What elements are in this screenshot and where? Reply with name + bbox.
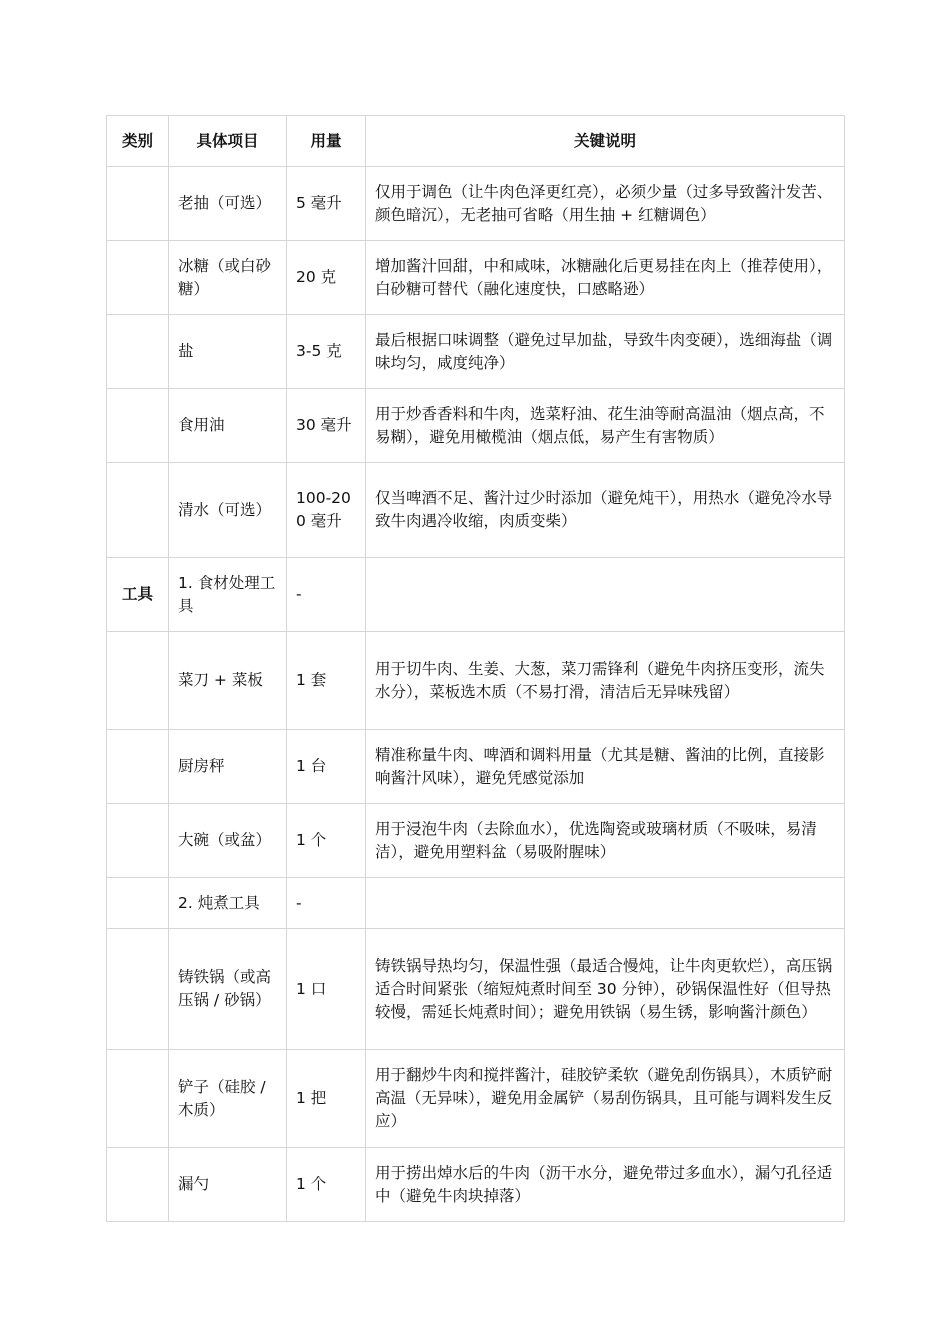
cell-category xyxy=(107,315,169,389)
cell-item: 大碗（或盆） xyxy=(169,804,287,878)
cell-amount: 5 毫升 xyxy=(287,167,366,241)
cell-item: 2. 炖煮工具 xyxy=(169,878,287,929)
cell-note xyxy=(366,558,845,632)
cell-category: 工具 xyxy=(107,558,169,632)
cell-item: 铸铁锅（或高压锅 / 砂锅） xyxy=(169,929,287,1050)
cell-amount: 1 口 xyxy=(287,929,366,1050)
cell-category xyxy=(107,241,169,315)
table-row xyxy=(107,632,845,730)
table-row xyxy=(107,929,845,1050)
cell-item: 冰糖（或白砂糖） xyxy=(169,241,287,315)
cell-item: 铲子（硅胶 / 木质） xyxy=(169,1050,287,1148)
cell-note: 用于炒香香料和牛肉，选菜籽油、花生油等耐高温油（烟点高，不易糊），避免用橄榄油（烟点低，易产生有害物质） xyxy=(366,389,845,463)
cell-amount: 100-200 毫升 xyxy=(287,463,366,558)
table-row xyxy=(107,1050,845,1148)
table-row xyxy=(107,1148,845,1222)
cell-amount: - xyxy=(287,878,366,929)
cell-category xyxy=(107,1050,169,1148)
table-row xyxy=(107,558,845,632)
cell-amount: 1 个 xyxy=(287,1148,366,1222)
table-row xyxy=(107,730,845,804)
cell-amount: - xyxy=(287,558,366,632)
cell-item: 漏勺 xyxy=(169,1148,287,1222)
cell-note: 用于翻炒牛肉和搅拌酱汁，硅胶铲柔软（避免刮伤锅具），木质铲耐高温（无异味），避免用金属铲（易刮伤锅具，且可能与调料发生反应） xyxy=(366,1050,845,1148)
header-item: 具体项目 xyxy=(169,116,287,167)
cell-item: 盐 xyxy=(169,315,287,389)
cell-amount: 1 套 xyxy=(287,632,366,730)
table-row xyxy=(107,167,845,241)
cell-item: 菜刀 + 菜板 xyxy=(169,632,287,730)
cell-category xyxy=(107,632,169,730)
cell-note: 最后根据口味调整（避免过早加盐，导致牛肉变硬），选细海盐（调味均匀，咸度纯净） xyxy=(366,315,845,389)
cell-amount: 30 毫升 xyxy=(287,389,366,463)
cell-item: 1. 食材处理工具 xyxy=(169,558,287,632)
header-amount: 用量 xyxy=(287,116,366,167)
cell-note: 用于浸泡牛肉（去除血水），优选陶瓷或玻璃材质（不吸味，易清洁），避免用塑料盆（易吸附腥味） xyxy=(366,804,845,878)
table-row xyxy=(107,463,845,558)
cell-note: 用于切牛肉、生姜、大葱，菜刀需锋利（避免牛肉挤压变形，流失水分），菜板选木质（不易打滑，清洁后无异味残留） xyxy=(366,632,845,730)
table-row xyxy=(107,315,845,389)
cell-category xyxy=(107,929,169,1050)
cell-note: 增加酱汁回甜，中和咸味，冰糖融化后更易挂在肉上（推荐使用），白砂糖可替代（融化速度快，口感略逊） xyxy=(366,241,845,315)
cell-amount: 1 个 xyxy=(287,804,366,878)
table-header-row xyxy=(107,116,845,167)
cell-note: 用于捞出焯水后的牛肉（沥干水分，避免带过多血水），漏勺孔径适中（避免牛肉块掉落） xyxy=(366,1148,845,1222)
table-row xyxy=(107,241,845,315)
cell-category xyxy=(107,804,169,878)
cell-amount: 20 克 xyxy=(287,241,366,315)
header-category: 类别 xyxy=(107,116,169,167)
cell-note: 铸铁锅导热均匀，保温性强（最适合慢炖，让牛肉更软烂），高压锅适合时间紧张（缩短炖煮时间至 30 分钟），砂锅保温性好（但导热较慢，需延长炖煮时间）；避免用铁锅（易生锈，影响酱汁颜色） xyxy=(366,929,845,1050)
cell-category xyxy=(107,1148,169,1222)
cell-category xyxy=(107,878,169,929)
cell-item: 清水（可选） xyxy=(169,463,287,558)
cell-amount: 1 把 xyxy=(287,1050,366,1148)
recipe-table xyxy=(106,115,845,1222)
cell-category xyxy=(107,389,169,463)
cell-item: 老抽（可选） xyxy=(169,167,287,241)
cell-note: 仅当啤酒不足、酱汁过少时添加（避免炖干），用热水（避免冷水导致牛肉遇冷收缩，肉质变柴） xyxy=(366,463,845,558)
cell-amount: 3-5 克 xyxy=(287,315,366,389)
cell-category xyxy=(107,167,169,241)
cell-note: 仅用于调色（让牛肉色泽更红亮），必须少量（过多导致酱汁发苦、颜色暗沉），无老抽可省略（用生抽 + 红糖调色） xyxy=(366,167,845,241)
table-row xyxy=(107,804,845,878)
cell-category xyxy=(107,463,169,558)
table-row xyxy=(107,878,845,929)
cell-amount: 1 台 xyxy=(287,730,366,804)
cell-note: 精准称量牛肉、啤酒和调料用量（尤其是糖、酱油的比例，直接影响酱汁风味），避免凭感觉添加 xyxy=(366,730,845,804)
header-note: 关键说明 xyxy=(366,116,845,167)
cell-item: 食用油 xyxy=(169,389,287,463)
cell-item: 厨房秤 xyxy=(169,730,287,804)
cell-note xyxy=(366,878,845,929)
cell-category xyxy=(107,730,169,804)
table-row xyxy=(107,389,845,463)
